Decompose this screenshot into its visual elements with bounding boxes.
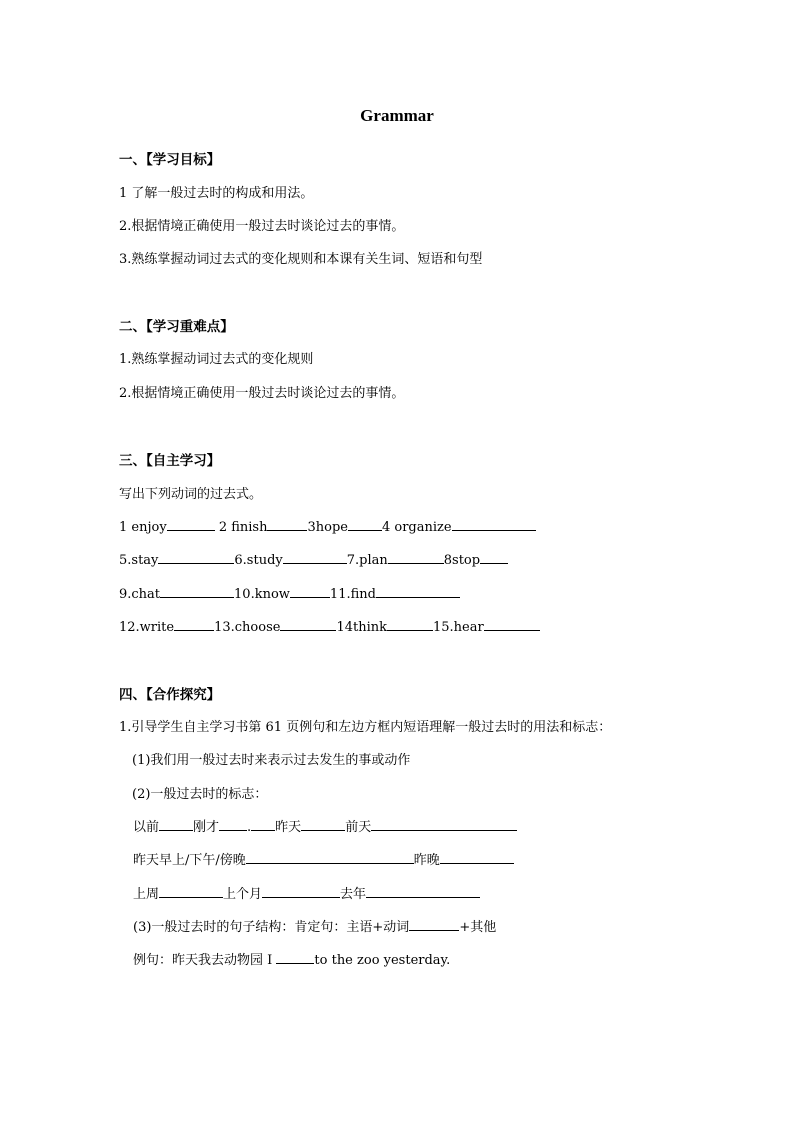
- structure-text: (3)一般过去时的句子结构：肯定句：主语+动词: [133, 920, 410, 935]
- answer-blank[interactable]: [219, 818, 247, 831]
- verb-label: 12.write: [119, 620, 175, 635]
- verb-label: 10.know: [234, 587, 290, 602]
- marker-label: 以前: [133, 820, 160, 835]
- example-text: 例句：昨天我去动物园 I: [133, 953, 277, 968]
- answer-blank[interactable]: [409, 918, 459, 931]
- answer-blank[interactable]: [301, 818, 345, 831]
- answer-blank[interactable]: [376, 585, 460, 598]
- answer-blank[interactable]: [366, 885, 480, 898]
- objective-3: 3.熟练掌握动词过去式的变化规则和本课有关生词、短语和句型: [119, 252, 483, 267]
- keypoint-2: 2.根据情境正确使用一般过去时谈论过去的事情。: [119, 386, 405, 401]
- marker-label: 昨晚: [413, 853, 440, 868]
- answer-blank[interactable]: [160, 585, 234, 598]
- answer-blank[interactable]: [348, 518, 382, 531]
- answer-blank[interactable]: [452, 518, 536, 531]
- marker-label: 上个月: [223, 887, 263, 902]
- verb-label: 1 enjoy: [119, 520, 167, 535]
- answer-blank[interactable]: [251, 818, 275, 831]
- verb-label: 6.study: [234, 553, 283, 568]
- answer-blank[interactable]: [484, 618, 540, 631]
- verb-row-1: [119, 518, 536, 538]
- objective-2: 2.根据情境正确使用一般过去时谈论过去的事情。: [119, 219, 405, 234]
- answer-blank[interactable]: [246, 851, 414, 864]
- answer-blank[interactable]: [283, 551, 347, 564]
- answer-blank[interactable]: [387, 618, 433, 631]
- example-sentence: [133, 951, 450, 971]
- answer-blank[interactable]: [388, 551, 444, 564]
- answer-blank[interactable]: [371, 818, 517, 831]
- answer-blank[interactable]: [276, 951, 314, 964]
- marker-label: 昨天: [275, 820, 302, 835]
- section-4-heading: 四、【合作探究】: [119, 687, 221, 703]
- objective-1: 1 了解一般过去时的构成和用法。: [119, 186, 314, 201]
- marker-label: 前天: [345, 820, 372, 835]
- verb-label: 14think: [336, 620, 387, 635]
- verb-label: 8stop: [443, 553, 481, 568]
- answer-blank[interactable]: [280, 618, 336, 631]
- page-title: Grammar: [360, 106, 434, 125]
- verb-row-2: [119, 551, 508, 571]
- verb-label: 15.hear: [433, 620, 484, 635]
- structure-text: +其他: [459, 920, 497, 935]
- marker-label: 昨天早上/下午/傍晚: [133, 853, 246, 868]
- section-1-heading: 一、【学习目标】: [119, 152, 221, 168]
- markers-heading: (2)一般过去时的标志：: [132, 787, 268, 802]
- verb-label: 7.plan: [346, 553, 388, 568]
- keypoint-1: 1.熟练掌握动词过去式的变化规则: [119, 352, 314, 367]
- verb-label: 4 organize: [381, 520, 452, 535]
- answer-blank[interactable]: [440, 851, 514, 864]
- answer-blank[interactable]: [267, 518, 307, 531]
- verb-label: 13.choose: [214, 620, 281, 635]
- verb-label: 9.chat: [119, 587, 161, 602]
- usage-note: (1)我们用一般过去时来表示过去发生的事或动作: [132, 753, 411, 768]
- marker-label: 去年: [340, 887, 367, 902]
- exercise-intro: 写出下列动词的过去式。: [119, 487, 263, 502]
- section-2-heading: 二、【学习重难点】: [119, 319, 234, 335]
- verb-label: 11.find: [329, 587, 376, 602]
- example-text: to the zoo yesterday.: [314, 953, 451, 968]
- answer-blank[interactable]: [290, 585, 330, 598]
- answer-blank[interactable]: [174, 618, 214, 631]
- answer-blank[interactable]: [167, 518, 215, 531]
- sentence-structure: [133, 918, 496, 938]
- answer-blank[interactable]: [159, 885, 223, 898]
- markers-row-2: [133, 851, 514, 871]
- answer-blank[interactable]: [159, 818, 193, 831]
- markers-row-3: [133, 885, 480, 905]
- marker-label: 刚才: [193, 820, 220, 835]
- verb-label: 3hope: [307, 520, 348, 535]
- verb-row-3: [119, 585, 460, 605]
- section-3-heading: 三、【自主学习】: [119, 453, 221, 469]
- answer-blank[interactable]: [480, 551, 508, 564]
- inquiry-instruction: 1.引导学生自主学习书第 61 页例句和左边方框内短语理解一般过去时的用法和标志：: [119, 720, 612, 735]
- verb-label: 5.stay: [119, 553, 159, 568]
- verb-row-4: [119, 618, 540, 638]
- markers-row-1: [133, 818, 517, 838]
- marker-label: 上周: [133, 887, 160, 902]
- verb-label: 2 finish: [218, 520, 268, 535]
- answer-blank[interactable]: [158, 551, 234, 564]
- marker-label: .: [247, 820, 252, 835]
- answer-blank[interactable]: [262, 885, 340, 898]
